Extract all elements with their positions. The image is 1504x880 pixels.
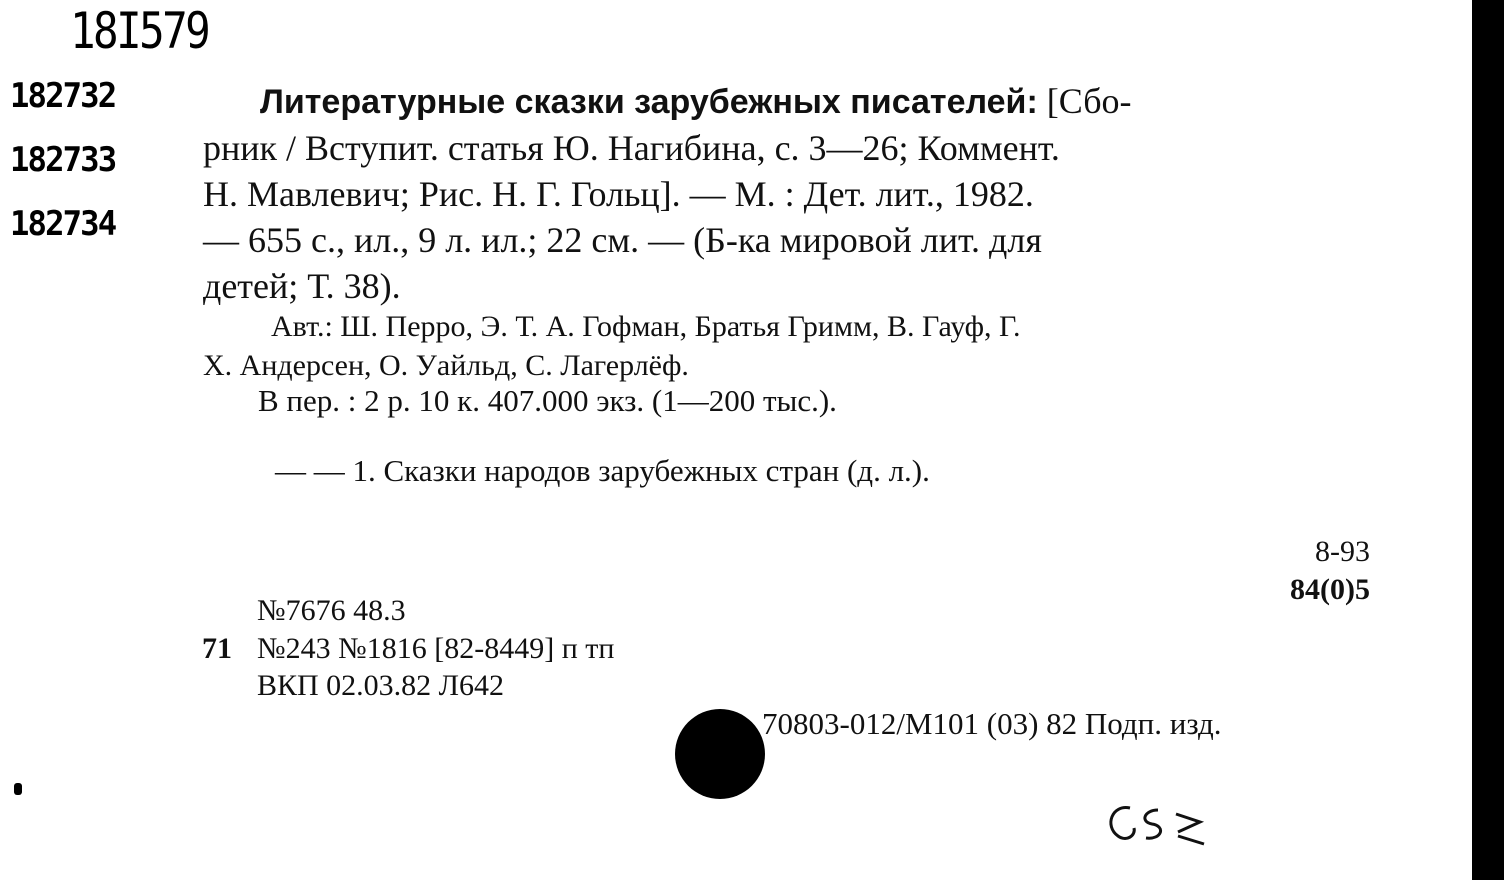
price-and-print-run: В пер. : 2 р. 10 к. 407.000 экз. (1—200 тыс.). (258, 383, 837, 418)
inventory-number: 182732 (10, 76, 116, 116)
description-line: — 655 с., ил., 9 л. ил.; 22 см. — (Б-ка мировой лит. для (203, 219, 1042, 260)
punch-hole (675, 709, 765, 799)
accession-number: 18I579 (70, 2, 209, 60)
order-text: №243 №1816 [82-8449] п тп (257, 631, 615, 665)
bbk-index: 84(0)5 (1290, 572, 1370, 606)
inventory-number: 182734 (10, 204, 116, 244)
description-line (203, 78, 1373, 125)
order-line: №7676 48.3 (257, 594, 406, 627)
scan-edge (1472, 0, 1504, 880)
description-line: Н. Мавлевич; Рис. Н. Г. Гольц]. — М. : Дет. лит., 1982. (203, 173, 1034, 214)
handwritten-mark-icon (1100, 796, 1210, 856)
ink-mark (14, 783, 22, 795)
order-info (202, 592, 614, 705)
udc-index: 8-93 (1315, 535, 1370, 568)
publisher-code: 70803-012/М101 (03) 82 Подп. изд. (762, 706, 1222, 741)
order-line: ВКП 02.03.82 Л642 (257, 669, 505, 702)
inventory-number: 182733 (10, 140, 116, 180)
description-line: рник / Вступит. статья Ю. Нагибина, с. 3—26; Коммент. (203, 127, 1060, 168)
book-title: Литературные сказки зарубежных писателей: (260, 83, 1038, 121)
bibliographic-description (203, 78, 1373, 309)
authors-note (203, 307, 1373, 385)
subject-heading: — — 1. Сказки народов зарубежных стран (д. л.). (275, 453, 930, 488)
description-line: детей; Т. 38). (203, 265, 401, 306)
authors-line: Авт.: Ш. Перро, Э. Т. А. Гофман, Братья Гримм, В. Гауф, Г. (271, 310, 1021, 343)
description-text: [Сбо- (1037, 81, 1132, 121)
order-line (202, 630, 614, 668)
card-number: 71 (202, 631, 232, 665)
authors-line: Х. Андерсен, О. Уайльд, С. Лагерлёф. (203, 349, 689, 382)
classification-index (1290, 533, 1370, 608)
